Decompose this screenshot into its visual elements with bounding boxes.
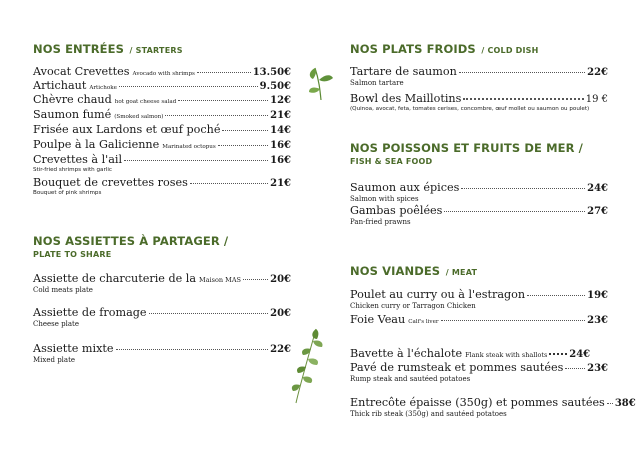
- item-name: Foie Veau: [350, 313, 406, 326]
- item-price: 23€: [587, 363, 608, 374]
- item-name: Frisée aux Lardons et œuf poché: [33, 123, 221, 136]
- item-name: Bavette à l'échalote: [350, 347, 463, 360]
- item-translation: hot goat cheese salad: [114, 99, 177, 105]
- item-price: 9.50€: [259, 81, 291, 92]
- item-translation: Flank steak with shallots: [465, 351, 548, 359]
- menu-item: [33, 343, 291, 364]
- menu-item: [33, 154, 291, 174]
- item-price: 13.50€: [252, 67, 291, 78]
- item-description: (Quinoa, avocat, feta, tomates cerises, concombre, œuf mollet ou saumon ou poulet): [350, 106, 590, 112]
- item-price: 23€: [587, 315, 608, 326]
- item-price: 38€: [614, 398, 636, 409]
- item-name: Bouquet de crevettes roses: [33, 176, 188, 189]
- item-name: Poulpe à la Galicienne: [33, 138, 160, 151]
- item-price: 21€: [270, 110, 291, 121]
- item-price: 19 €: [585, 94, 608, 105]
- item-name: Gambas poêlées: [350, 204, 443, 217]
- item-translation: Maison MAS: [199, 276, 241, 284]
- item-name: Assiette mixte: [33, 342, 114, 355]
- section-title-meat: NOS VIANDES / MEAT: [350, 264, 478, 278]
- item-name: Crevettes à l'ail: [33, 153, 123, 166]
- item-name: Saumon aux épices: [350, 181, 460, 194]
- menu-item: [33, 177, 291, 197]
- item-name: Assiette de charcuterie de la: [33, 272, 197, 285]
- item-name: Chèvre chaud: [33, 93, 112, 106]
- item-description: Chicken curry or Tarragon Chicken: [350, 302, 476, 310]
- item-name: Avocat Crevettes: [33, 65, 130, 78]
- item-description: Mixed plate: [33, 356, 76, 364]
- item-price: 16€: [270, 155, 291, 166]
- item-description: Bouquet of pink shrimps: [33, 190, 102, 196]
- item-name: Artichaut: [33, 79, 87, 92]
- item-description: Salmon tartare: [350, 79, 404, 87]
- menu-item: [350, 182, 608, 203]
- item-translation: (Smoked salmon): [114, 114, 164, 120]
- item-price: 27€: [587, 206, 608, 217]
- item-translation: Marinated octopus: [162, 144, 216, 150]
- menu-item: [33, 109, 291, 123]
- item-price: 21€: [270, 178, 291, 189]
- menu-item: [33, 307, 291, 328]
- section-title-share: NOS ASSIETTES À PARTAGER / PLATE TO SHARE: [33, 234, 229, 259]
- item-price: 20€: [270, 308, 291, 319]
- item-description: Stir-fried shrimps with garlic: [33, 167, 112, 173]
- item-translation: Artichoke: [89, 85, 117, 91]
- menu-item: [33, 66, 291, 80]
- item-name: Entrecôte épaisse (350g) et pommes sautées: [350, 396, 605, 409]
- item-price: 19€: [587, 290, 608, 301]
- item-description: Salmon with spices: [350, 195, 419, 203]
- section-title-fish: NOS POISSONS ET FRUITS DE MER / FISH & SEA FOOD: [350, 141, 583, 166]
- item-price: 22€: [587, 67, 608, 78]
- item-name: Tartare de saumon: [350, 65, 457, 78]
- leaf-decoration-icon: [305, 62, 337, 102]
- item-price: 24€: [587, 183, 608, 194]
- item-price: 20€: [270, 274, 291, 285]
- item-name: Pavé de rumsteak et pommes sautées: [350, 361, 564, 374]
- item-name: Bowl des Maillotins: [350, 92, 462, 105]
- item-name: Poulet au curry ou à l'estragon: [350, 288, 526, 301]
- item-description: Cold meats plate: [33, 286, 93, 294]
- item-price: 22€: [270, 344, 291, 355]
- item-description: Thick rib steak (350g) and sautéed potatoes: [350, 410, 507, 418]
- herb-sprig-icon: [286, 325, 332, 405]
- menu-item: [33, 80, 291, 94]
- item-description: Rump steak and sautéed potatoes: [350, 375, 471, 383]
- menu-item: [350, 205, 608, 226]
- menu-item: [350, 93, 608, 113]
- item-description: Cheese plate: [33, 320, 79, 328]
- item-translation: Calf's liver: [408, 319, 439, 325]
- menu-item: [33, 273, 291, 294]
- menu-item: [350, 289, 608, 310]
- item-description: Pan-fried prawns: [350, 218, 411, 226]
- section-title-starters: NOS ENTRÉES / STARTERS: [33, 42, 183, 56]
- item-name: Assiette de fromage: [33, 306, 147, 319]
- section-title-cold: NOS PLATS FROIDS / COLD DISH: [350, 42, 539, 56]
- item-price: 24€: [569, 349, 591, 360]
- item-price: 16€: [270, 140, 291, 151]
- menu-item: [350, 396, 636, 418]
- menu-item: [350, 348, 608, 361]
- menu-item: [350, 66, 608, 87]
- menu-item: [33, 124, 291, 137]
- item-price: 12€: [270, 95, 291, 106]
- menu-item: [33, 94, 291, 108]
- menu-item: [33, 139, 291, 153]
- menu-item: [350, 362, 608, 383]
- item-name: Saumon fumé: [33, 108, 112, 121]
- item-translation: Avocado with shrimps: [132, 71, 195, 77]
- menu-item: [350, 314, 608, 328]
- item-price: 14€: [270, 125, 291, 136]
